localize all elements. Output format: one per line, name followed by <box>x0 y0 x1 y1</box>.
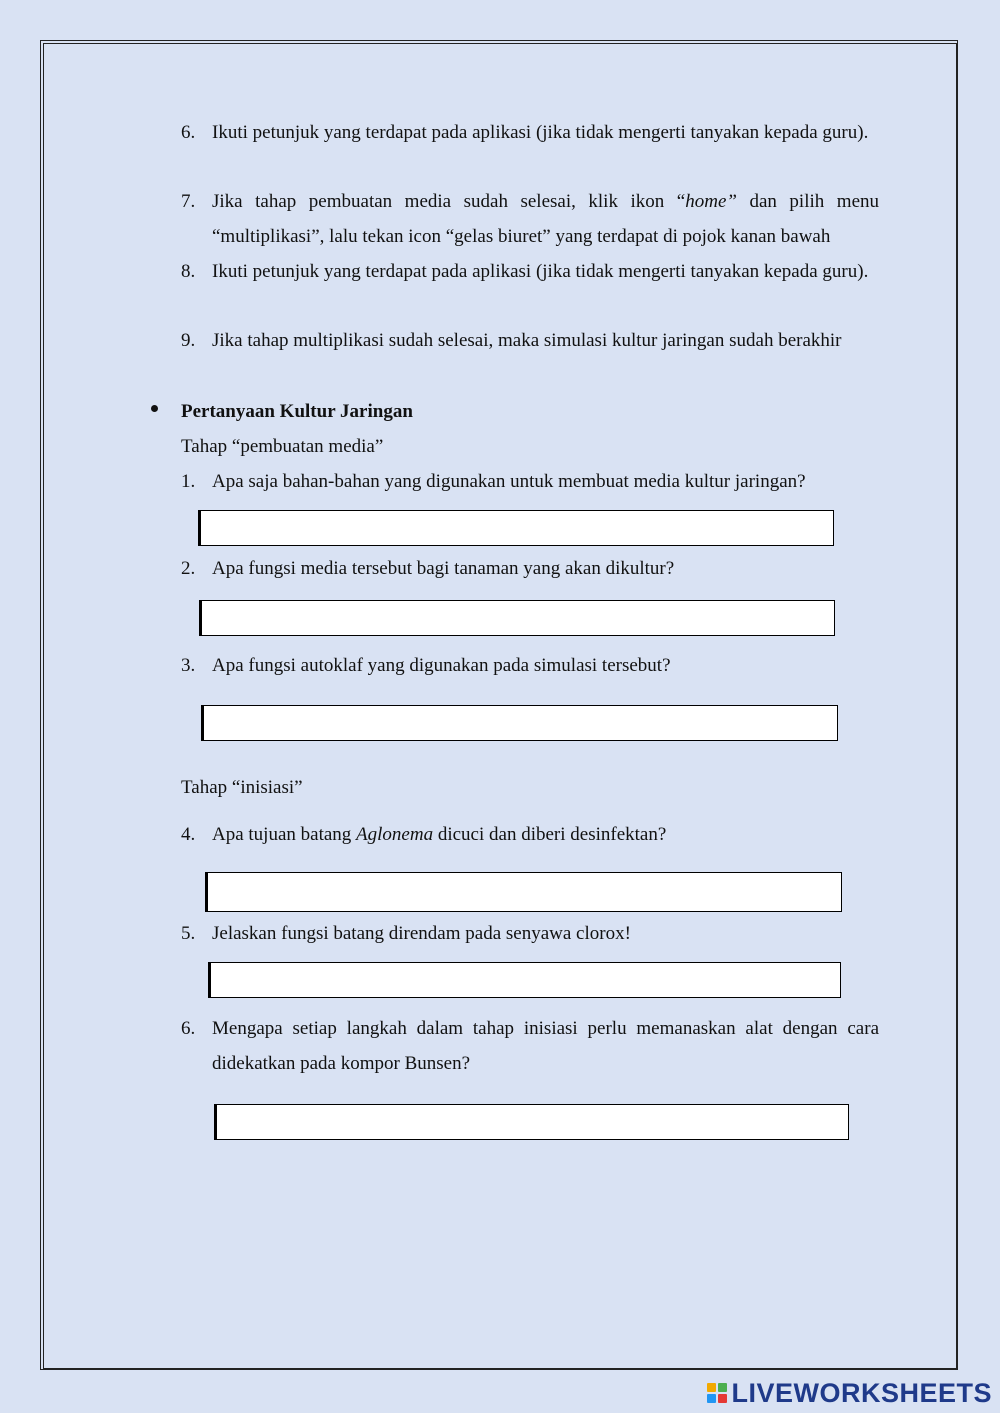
answer-field-6[interactable] <box>216 1104 849 1140</box>
step-8 <box>181 254 879 289</box>
question-text-italic: Aglonema <box>356 824 434 845</box>
question-2 <box>181 551 879 586</box>
step-6 <box>181 115 879 150</box>
step-text: Ikuti petunjuk yang terdapat pada aplikasi (jika tidak mengerti tanyakan kepada guru). <box>212 122 869 143</box>
step-number: 9. <box>181 330 196 351</box>
step-text-italic: home” <box>685 191 737 212</box>
logo-text: LIVEWORKSHEETS <box>731 1377 992 1408</box>
question-number: 5. <box>181 923 196 944</box>
question-text-part: Apa tujuan batang <box>212 824 357 845</box>
question-text: Apa fungsi autoklaf yang digunakan pada simulasi tersebut? <box>212 655 671 676</box>
question-text-part: dicuci dan diberi desinfektan? <box>433 824 667 845</box>
answer-field-4[interactable] <box>207 872 842 912</box>
question-number: 6. <box>181 1018 196 1039</box>
logo-square <box>718 1394 727 1403</box>
answer-field-5[interactable] <box>210 962 841 998</box>
logo-square <box>707 1394 716 1403</box>
step-text <box>212 184 879 254</box>
answer-field-2[interactable] <box>201 600 835 636</box>
logo-square <box>718 1383 727 1392</box>
step-text-part: dan pilih menu “multiplikasi”, lalu tekan icon “gelas biuret” yang terdapat di pojok kanan bawah <box>212 191 880 247</box>
step-7 <box>181 184 879 254</box>
step-text: Jika tahap multiplikasi sudah selesai, maka simulasi kultur jaringan sudah berakhir <box>212 330 842 351</box>
liveworksheets-logo[interactable] <box>707 1378 992 1408</box>
answer-field-1[interactable] <box>200 510 834 546</box>
question-3 <box>181 648 879 683</box>
question-6 <box>181 1011 879 1081</box>
question-text: Mengapa setiap langkah dalam tahap inisiasi perlu memanaskan alat dengan cara didekatkan pada kompor Bunsen? <box>212 1018 879 1074</box>
question-1 <box>181 464 879 499</box>
step-number: 7. <box>181 191 196 212</box>
question-text: Apa saja bahan-bahan yang digunakan untuk membuat media kultur jaringan? <box>212 471 806 492</box>
stage-label-pembuatan-media: Tahap “pembuatan media” <box>181 436 384 457</box>
step-text-part: Jika tahap pembuatan media sudah selesai, klik ikon “ <box>212 191 686 212</box>
step-number: 6. <box>181 122 196 143</box>
answer-field-3[interactable] <box>203 705 838 741</box>
question-text: Jelaskan fungsi batang direndam pada senyawa clorox! <box>212 923 631 944</box>
question-text <box>212 817 879 852</box>
question-5 <box>181 916 879 951</box>
stage-label-inisiasi: Tahap “inisiasi” <box>181 777 303 798</box>
step-text: Ikuti petunjuk yang terdapat pada aplikasi (jika tidak mengerti tanyakan kepada guru). <box>212 261 869 282</box>
step-number: 8. <box>181 261 196 282</box>
logo-square <box>707 1383 716 1392</box>
step-9 <box>181 323 879 358</box>
bullet-icon <box>151 405 158 412</box>
liveworksheets-logo-icon <box>707 1383 727 1403</box>
question-4 <box>181 817 879 852</box>
question-number: 4. <box>181 824 196 845</box>
question-number: 1. <box>181 471 196 492</box>
question-number: 3. <box>181 655 196 676</box>
question-number: 2. <box>181 558 196 579</box>
question-text: Apa fungsi media tersebut bagi tanaman yang akan dikultur? <box>212 558 675 579</box>
section-heading: Pertanyaan Kultur Jaringan <box>181 401 413 422</box>
